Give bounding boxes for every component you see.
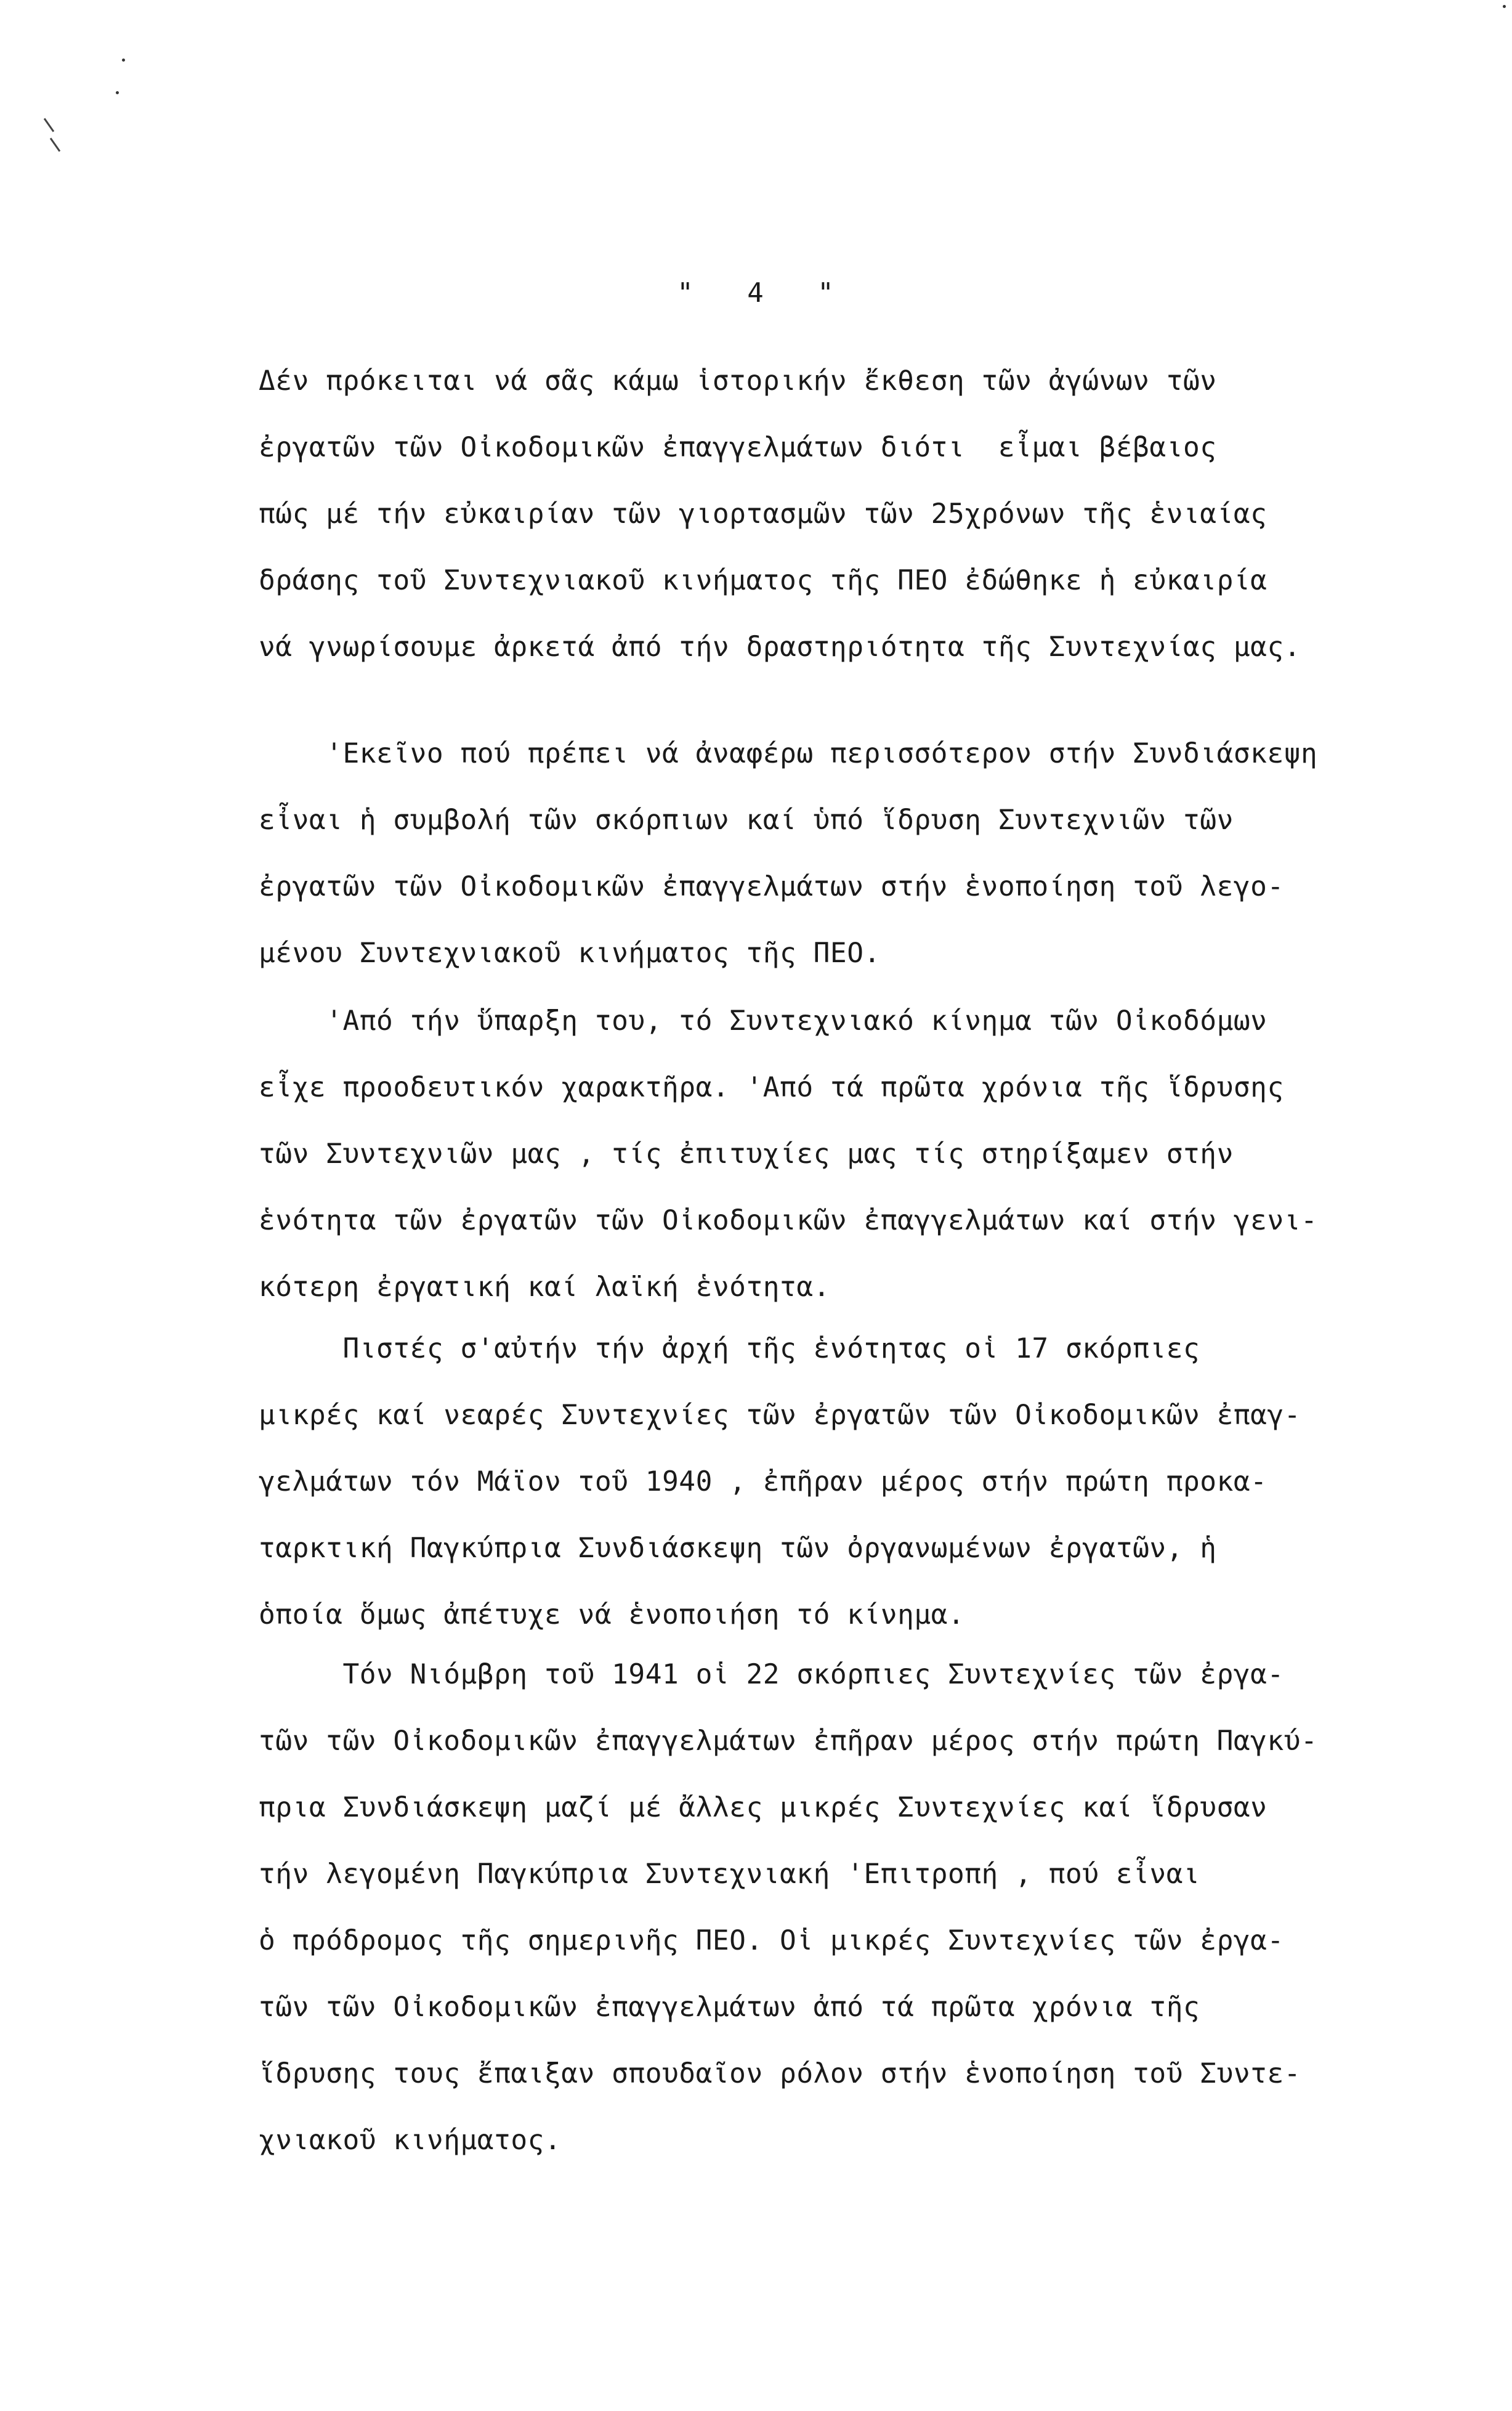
text-line: ἐργατῶν τῶν Οἰκοδομικῶν ἐπαγγελμάτων στήν ἑνοποίηση τοῦ λεγο- [259, 871, 1284, 902]
text-line: ἑνότητα τῶν ἐργατῶν τῶν Οἰκοδομικῶν ἐπαγγελμάτων καί στήν γενι- [259, 1205, 1318, 1236]
text-line: τῶν τῶν Οἰκοδομικῶν ἐπαγγελμάτων ἀπό τά πρῶτα χρόνια τῆς [259, 1992, 1200, 2023]
scan-speck [122, 59, 125, 62]
page-number: " 4 " [677, 277, 835, 309]
text-line: πώς μέ τήν εὐκαιρίαν τῶν γιορτασμῶν τῶν 25χρόνων τῆς ἑνιαίας [259, 498, 1267, 530]
text-line: 'Από τήν ὕπαρξη του, τό Συντεχνιακό κίνημα τῶν Οἰκοδόμων [259, 1005, 1267, 1037]
text-line: δράσης τοῦ Συντεχνιακοῦ κινήματος τῆς ΠΕΟ ἐδώθηκε ἡ εὐκαιρία [259, 565, 1267, 596]
scan-speck [116, 91, 119, 94]
text-line: ταρκτική Παγκύπρια Συνδιάσκεψη τῶν ὀργανωμένων ἐργατῶν, ἡ [259, 1533, 1217, 1564]
text-line: Τόν Νιόμβρη τοῦ 1941 οἱ 22 σκόρπιες Συντεχνίες τῶν ἐργα- [259, 1659, 1284, 1690]
text-line: 'Εκεῖνο πού πρέπει νά ἀναφέρω περισσότερον στήν Συνδιάσκεψη [259, 738, 1318, 769]
text-line: μένου Συντεχνιακοῦ κινήματος τῆς ΠΕΟ. [259, 938, 881, 969]
text-line: Πιστές σ'αὐτήν τήν ἀρχή τῆς ἑνότητας οἱ 17 σκόρπιες [259, 1333, 1200, 1364]
text-line: εἶναι ἡ συμβολή τῶν σκόρπιων καί ὑπό ἵδρυση Συντεχνιῶν τῶν [259, 804, 1234, 836]
text-line: τήν λεγομένη Παγκύπρια Συντεχνιακή 'Επιτροπή , πού εἶναι [259, 1858, 1200, 1890]
text-line: ὁ πρόδρομος τῆς σημερινῆς ΠΕΟ. Οἱ μικρές Συντεχνίες τῶν ἐργα- [259, 1925, 1284, 1956]
text-line: γελμάτων τόν Μάϊον τοῦ 1940 , ἐπῆραν μέρος στήν πρώτη προκα- [259, 1466, 1267, 1497]
text-line: ἵδρυσης τους ἔπαιξαν σπουδαῖον ρόλον στήν ἑνοποίηση τοῦ Συντε- [259, 2058, 1301, 2089]
text-line: πρια Συνδιάσκεψη μαζί μέ ἄλλες μικρές Συντεχνίες καί ἵδρυσαν [259, 1792, 1267, 1823]
scan-speck [1503, 5, 1506, 8]
text-line: εἶχε προοδευτικόν χαρακτῆρα. 'Από τά πρῶτα χρόνια τῆς ἵδρυσης [259, 1072, 1284, 1103]
text-line: μικρές καί νεαρές Συντεχνίες τῶν ἐργατῶν τῶν Οἰκοδομικῶν ἐπαγ- [259, 1400, 1301, 1431]
paragraph-4 [259, 1316, 1466, 1648]
paragraph-2 [259, 721, 1466, 987]
paragraph-1 [259, 348, 1466, 681]
text-line: ὁποία ὅμως ἀπέτυχε νά ἑνοποιήση τό κίνημα. [259, 1599, 965, 1631]
scan-scratch [44, 118, 54, 132]
text-line: τῶν τῶν Οἰκοδομικῶν ἐπαγγελμάτων ἐπῆραν μέρος στήν πρώτη Παγκύ- [259, 1725, 1318, 1757]
text-line: κότερη ἐργατική καί λαϊκή ἑνότητα. [259, 1271, 830, 1303]
scan-scratch [50, 137, 60, 152]
text-line: χνιακοῦ κινήματος. [259, 2125, 562, 2156]
paragraph-5 [259, 1642, 1466, 2174]
text-line: νά γνωρίσουμε ἀρκετά ἀπό τήν δραστηριότητα τῆς Συντεχνίας μας. [259, 631, 1301, 663]
paragraph-3 [259, 988, 1466, 1321]
text-line: ἐργατῶν τῶν Οἰκοδομικῶν ἐπαγγελμάτων διότι εἶμαι βέβαιος [259, 432, 1217, 463]
text-line: Δέν πρόκειται νά σᾶς κάμω ἱστορικήν ἔκθεση τῶν ἀγώνων τῶν [259, 365, 1217, 397]
text-line: τῶν Συντεχνιῶν μας , τίς ἐπιτυχίες μας τίς στηρίξαμεν στήν [259, 1138, 1234, 1170]
